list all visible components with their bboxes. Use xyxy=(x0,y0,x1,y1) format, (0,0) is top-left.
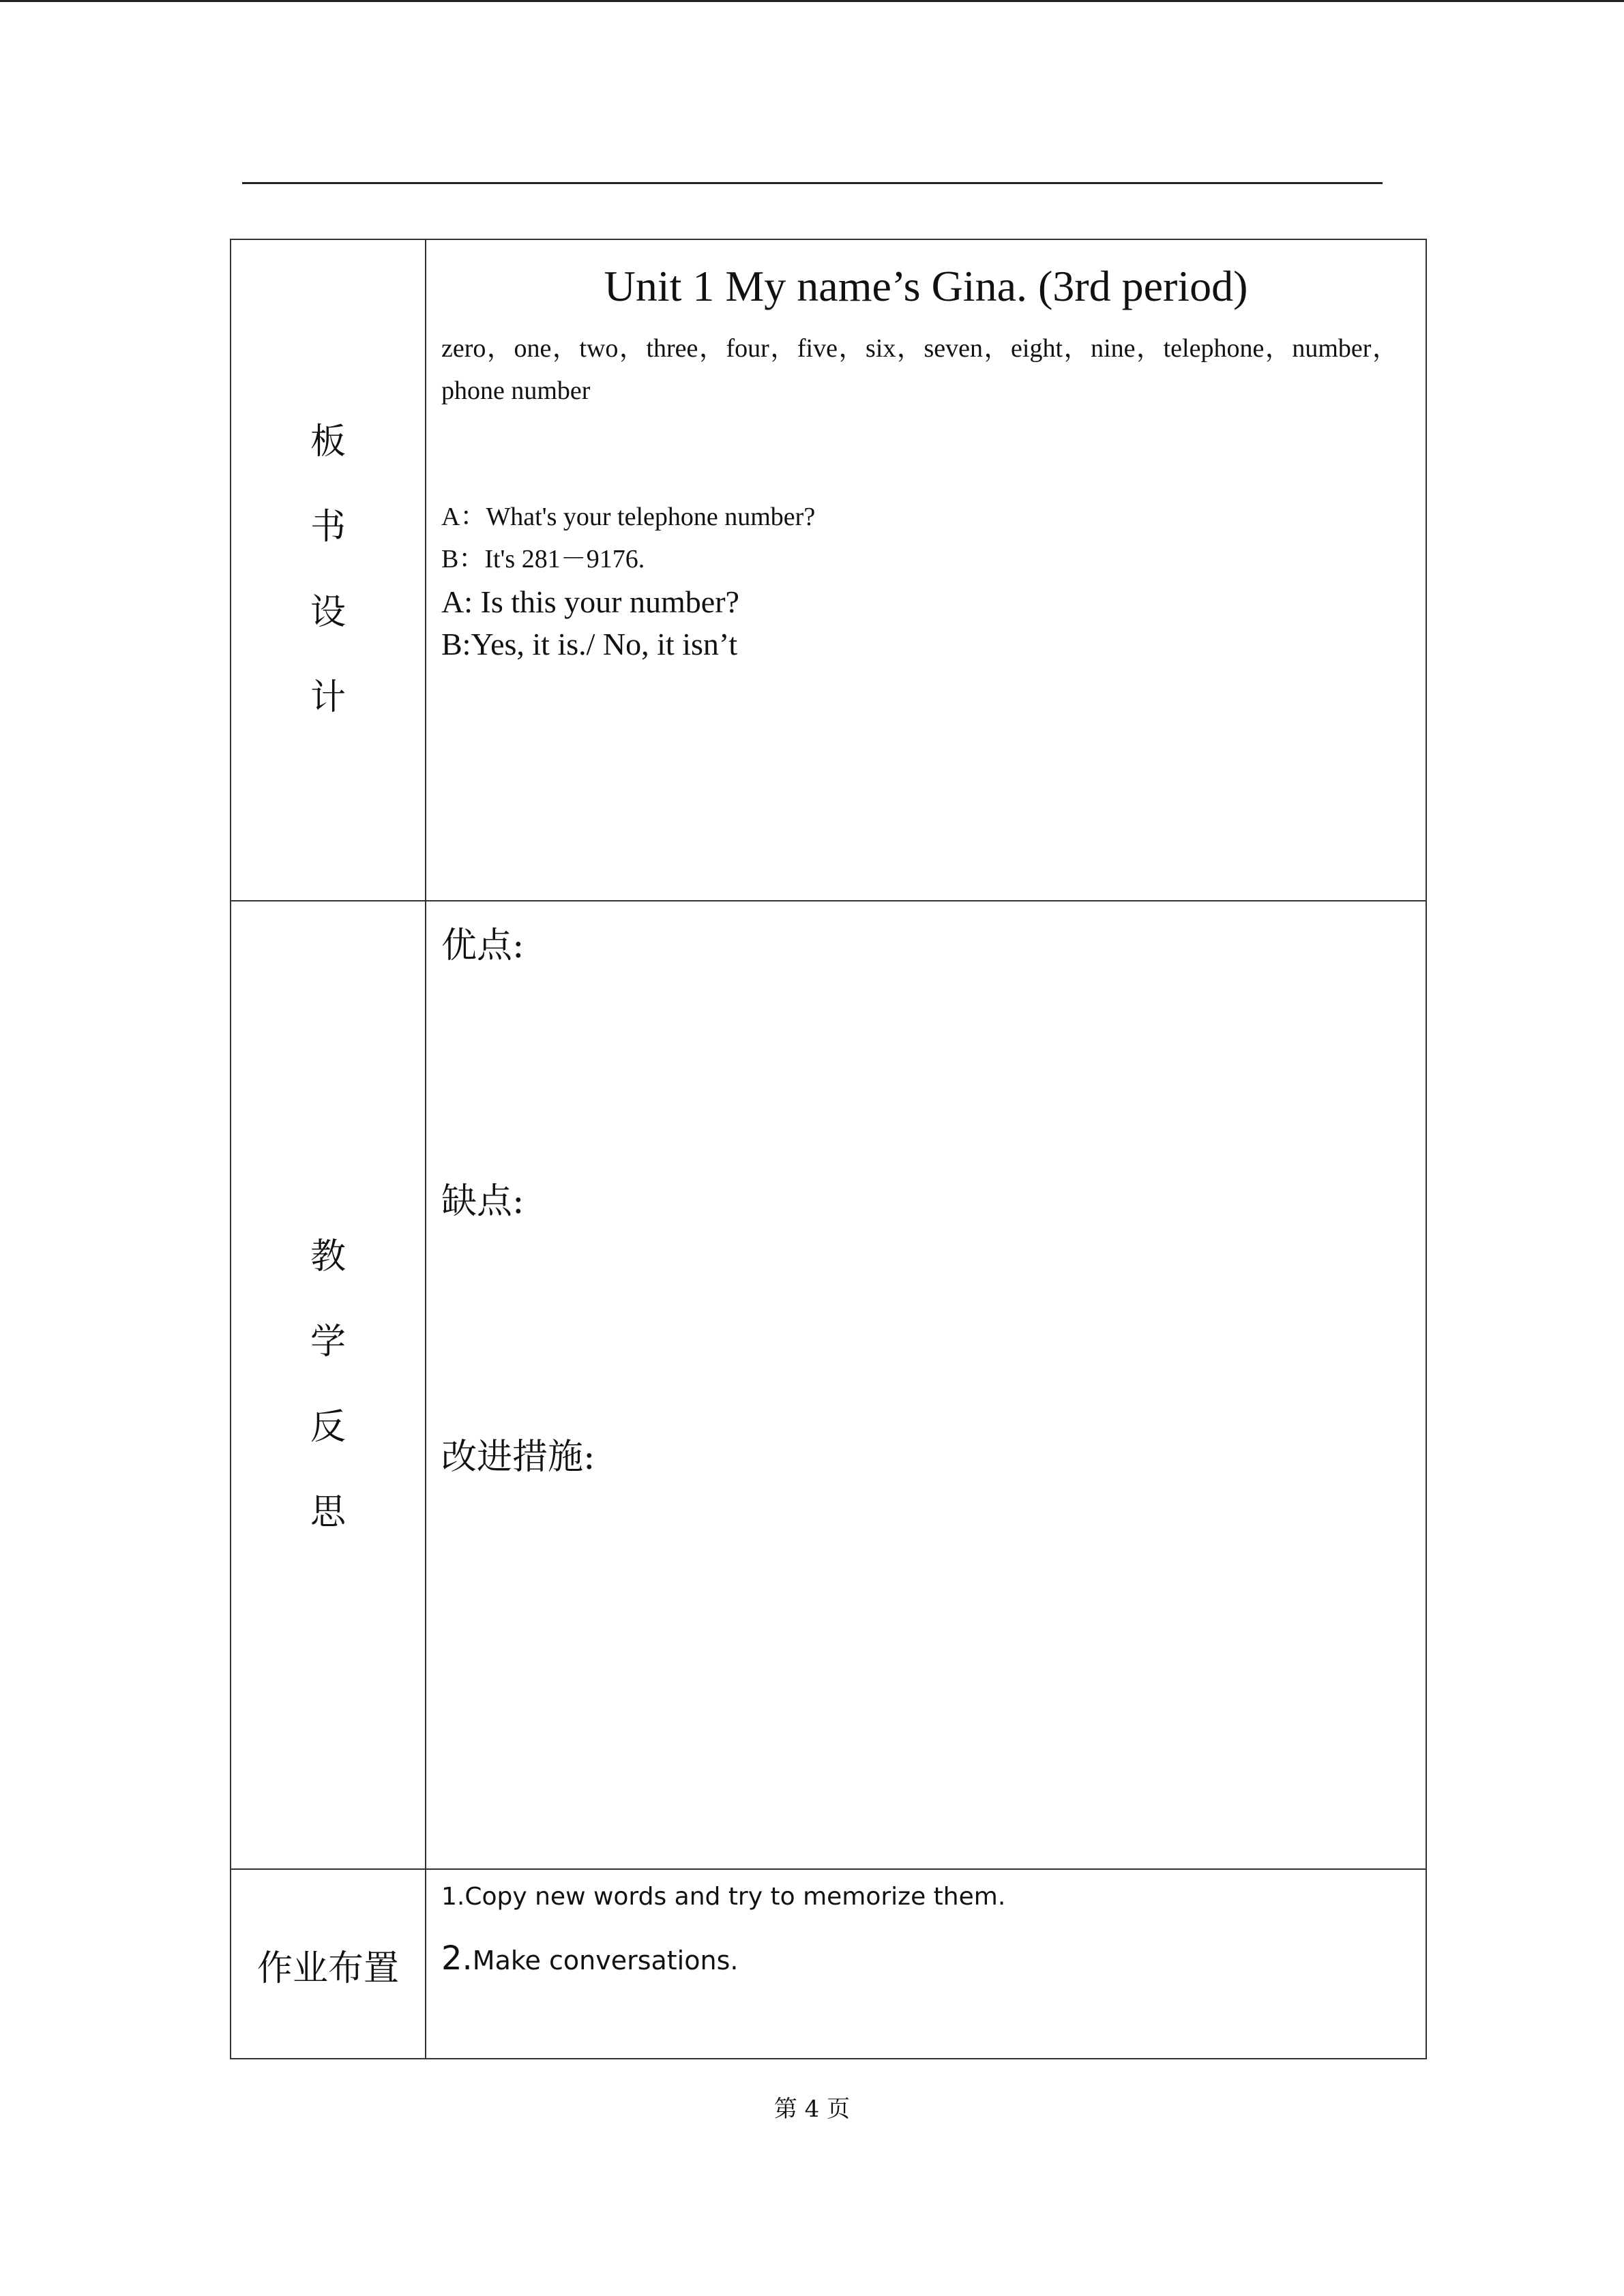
board-design-row xyxy=(231,240,1426,901)
board-design-label-char: 板 xyxy=(310,421,346,462)
page-number: 第 4 页 xyxy=(773,2096,851,2123)
teaching-reflection-label-char: 思 xyxy=(310,1492,346,1533)
dialogue-line: A：What's your telephone number? xyxy=(441,503,816,531)
homework-label: 作业布置 xyxy=(256,1948,399,1989)
homework-content xyxy=(426,1870,1426,2059)
teaching-reflection-row xyxy=(231,901,1426,1870)
dialogue-line: B:Yes, it is./ No, it isn’t xyxy=(441,627,738,661)
homework-row xyxy=(231,1870,1426,2059)
improvements-label: 改进措施: xyxy=(441,1437,595,1478)
dialogue-line: A: Is this your number? xyxy=(441,584,739,619)
teaching-reflection-label-char: 教 xyxy=(310,1236,346,1277)
strengths-label: 优点: xyxy=(441,925,525,966)
teaching-reflection-label-char: 反 xyxy=(310,1407,346,1448)
homework-item-2 xyxy=(441,1938,738,1981)
board-design-label-char: 计 xyxy=(310,677,346,718)
teaching-reflection-label-char: 学 xyxy=(310,1322,346,1362)
teaching-reflection-label-cell xyxy=(231,901,426,1868)
weaknesses-label: 缺点: xyxy=(441,1181,525,1222)
homework-item-2-number: 2. xyxy=(441,1939,473,1978)
lesson-title: Unit 1 My name’s Gina. (3rd period) xyxy=(604,262,1248,310)
homework-item-2-text: Make conversations. xyxy=(472,1945,739,1976)
teaching-reflection-label xyxy=(310,1214,346,1555)
lesson-plan-table xyxy=(230,239,1427,2059)
homework-label-cell xyxy=(231,1870,426,2059)
page-top-border xyxy=(0,0,1624,2)
dialogue-line: B：It's 281－9176. xyxy=(441,545,645,573)
vocabulary-list: zero，one，two，three，four，five，six，seven，eight，nine，telephone，number，phone number xyxy=(441,334,1398,405)
board-design-content xyxy=(426,240,1426,900)
homework-item-1: 1.Copy new words and try to memorize them. xyxy=(441,1883,1006,1911)
board-design-label-char: 设 xyxy=(310,592,346,633)
header-rule xyxy=(242,182,1383,184)
board-design-label-cell xyxy=(231,240,426,900)
board-design-label-char: 书 xyxy=(310,507,346,548)
teaching-reflection-content xyxy=(426,901,1426,1868)
board-design-label xyxy=(310,400,346,741)
